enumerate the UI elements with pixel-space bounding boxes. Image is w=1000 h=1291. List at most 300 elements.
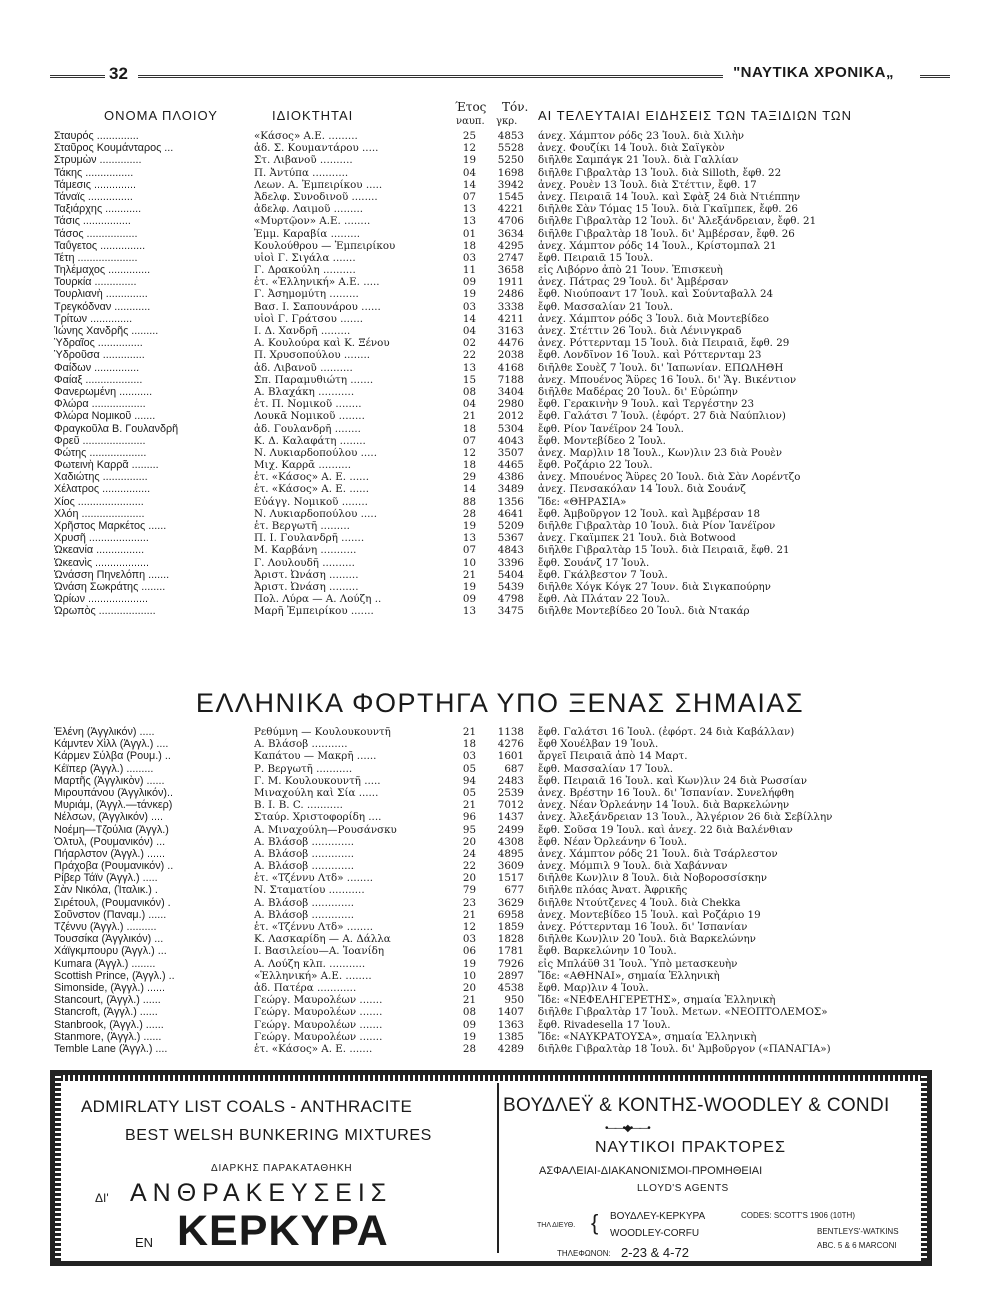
owner-name: Σταύρ. Χριστοφορίδη .... <box>254 811 382 824</box>
ad-anthrakefseis: ΑΝΘΡΑΚΕΥΣΕΙΣ <box>130 1179 393 1207</box>
gross-tons: 4295 <box>497 239 524 252</box>
gross-tons: 7926 <box>497 957 524 970</box>
gross-tons: 4538 <box>497 981 524 994</box>
owner-name: ἑτ. «Ἑλληνική» Α.Ε. ..... <box>254 276 380 289</box>
build-year: 13 <box>462 532 476 545</box>
ship-name: Ρίβερ Τάϊν (Ἀγγλ.) ..... <box>54 872 158 885</box>
owner-name: Γεώργ. Μαυρολέων ....... <box>254 1018 383 1031</box>
gross-tons: 5439 <box>497 580 524 593</box>
ship-name: Χρυσῆ .................... <box>54 532 149 545</box>
table-row <box>54 958 934 970</box>
owner-name: Γ. Λουλουδῆ .......... <box>254 556 355 569</box>
build-year: 13 <box>462 361 476 374</box>
owner-name: ἑτ. «Κάσος» Α. Ε. ....... <box>254 1042 373 1055</box>
table-row <box>54 970 934 982</box>
table-row <box>54 544 934 556</box>
voyage-news: ἀνεχ. Πειραιᾶ 14 Ἰουλ. καὶ Σφὰξ 24 διὰ Ντιέππην <box>538 190 801 203</box>
owner-name: Λουκᾶ Νομικοῦ ........ <box>254 410 365 423</box>
voyage-news: ἔφθ. Λονδῖνον 16 Ἰουλ. καὶ Ρόττερνταμ 23 <box>538 349 762 362</box>
ad-di-word: ΔΙ' <box>95 1191 109 1205</box>
gross-tons: 1828 <box>497 933 524 946</box>
gross-tons: 3404 <box>497 385 524 398</box>
build-year: 18 <box>462 422 476 435</box>
ad-codes-2: BENTLEYS'-WATKINS <box>817 1227 899 1236</box>
owner-name: Μιχ. Καρρᾶ .......... <box>254 459 352 472</box>
voyage-news: διῆλθε πλόας Ἀνατ. Ἀφρικῆς <box>538 884 688 897</box>
owner-name: Στ. Λιβανοῦ .......... <box>254 154 353 167</box>
table-row <box>54 154 934 166</box>
voyage-news: διῆλθε Σουὲζ 7 Ἰουλ. δι' Ἰαπωνίαν. ΕΠΩΛΗΘΗ <box>538 361 784 374</box>
gross-tons: 5367 <box>497 532 524 545</box>
build-year: 07 <box>462 544 476 557</box>
gross-tons: 1781 <box>497 945 524 958</box>
voyage-news: ἔφθ. Πειραιᾶ 16 Ἰουλ. καὶ Κων)λιν 24 διὰ Ρωσσίαν <box>538 774 808 787</box>
owner-name: υἱοὶ Γ. Γράτσου ....... <box>254 312 364 325</box>
voyage-news: ἀνεχ. Μόμπιλ 9 Ἰουλ. διὰ Χαβάνναν <box>538 860 728 873</box>
table-row <box>54 435 934 447</box>
voyage-news: ἀνεχ. Νέαν Ὀρλεάνην 14 Ἰουλ. διὰ Βαρκελώνην <box>538 799 790 812</box>
voyage-news: ἔφθ. Γκάλβεστον 7 Ἰουλ. <box>538 568 668 581</box>
gross-tons: 2486 <box>497 288 524 301</box>
build-year: 12 <box>462 142 476 155</box>
header-rule-left <box>50 75 108 78</box>
owner-name: Π. Χρυσοπούλου ........ <box>254 349 371 362</box>
table-row <box>54 228 934 240</box>
table-row <box>54 726 934 738</box>
build-year: 95 <box>462 823 476 836</box>
build-year: 94 <box>462 774 476 787</box>
table-row <box>54 860 934 872</box>
table-row <box>54 471 934 483</box>
voyage-news: ἔφθ. Μαρ)λιν 4 Ἰουλ. <box>538 981 649 994</box>
gross-tons: 7012 <box>497 799 524 812</box>
ship-name: Temble Lane (Ἀγγλ.) .... <box>54 1042 168 1055</box>
build-year: 10 <box>462 556 476 569</box>
build-year: 24 <box>462 847 476 860</box>
gross-tons: 1356 <box>497 495 524 508</box>
ship-name: Ὠρωπὸς ................... <box>54 605 156 618</box>
ad-tel-label: ΤΗΛ ΔΙΕΥΘ. <box>537 1222 576 1229</box>
build-year: 19 <box>462 957 476 970</box>
column-news: ΑΙ ΤΕΛΕΥΤΑΙΑΙ ΕΙΔΗΣΕΙΣ ΤΩΝ ΤΑΞΙΔΙΩΝ ΤΩΝ <box>538 108 853 123</box>
build-year: 19 <box>462 1030 476 1043</box>
owner-name: Α. Μιναχούλη—Ρουσάνσκυ <box>254 823 397 836</box>
owner-name: Β. Ι. Β. C. ........... <box>254 799 343 812</box>
column-owners: ΙΔΙΟΚΤΗΤΑΙ <box>272 108 354 123</box>
gross-tons: 4798 <box>497 593 524 606</box>
build-year: 05 <box>462 762 476 775</box>
ship-name: Ὠκεανία ................ <box>54 544 145 557</box>
build-year: 19 <box>462 154 476 167</box>
owner-name: Α. Βλάσοβ ........... <box>254 738 348 751</box>
table-row <box>54 872 934 884</box>
gross-tons: 3475 <box>497 605 524 618</box>
gross-tons: 4221 <box>497 203 524 216</box>
build-year: 11 <box>462 264 476 277</box>
ship-name: Πήαρλστον (Ἀγγλ.) ...... <box>54 847 165 860</box>
table-row <box>54 179 934 191</box>
ship-name: Σταυρός .............. <box>54 130 139 142</box>
owner-name: Μιναχούλη καὶ Σία ...... <box>254 786 379 799</box>
owner-name: Ν. Σταματίου ........... <box>254 884 365 897</box>
gross-tons: 3634 <box>497 227 524 240</box>
table-row <box>54 824 934 836</box>
voyage-news: ἔφθ. Γερακινὴν 9 Ἰουλ. καὶ Τεργέστην 23 <box>538 398 755 411</box>
voyage-news: διῆλθε Μοντεβίδεο 20 Ἰουλ. διὰ Ντακάρ <box>538 605 750 618</box>
table-row <box>54 215 934 227</box>
voyage-news: ἔφθ. Μασσαλίαν 21 Ἰουλ. <box>538 300 674 313</box>
owner-name: Ἀριστ. Ὠνάση ......... <box>254 568 359 581</box>
ad-border-top <box>55 1075 927 1081</box>
build-year: 03 <box>462 750 476 763</box>
table-row <box>54 775 934 787</box>
ship-name: Kumara (Ἀγγλ.) ........ <box>54 957 156 970</box>
ship-name: Τάσις ................ <box>54 215 131 228</box>
table-row <box>54 423 934 435</box>
build-year: 88 <box>462 495 476 508</box>
gross-tons: 4706 <box>497 215 524 228</box>
gross-tons: 1698 <box>497 166 524 179</box>
owner-name: Ἐμμ. Καραβία ......... <box>254 227 361 240</box>
voyage-news: ἔφθ. Πειραιᾶ 15 Ἰουλ. <box>538 251 654 264</box>
owner-name: ἑτ. Π. Νομικοῦ ........ <box>254 398 362 411</box>
build-year: 08 <box>462 385 476 398</box>
build-year: 79 <box>462 884 476 897</box>
table-row <box>54 909 934 921</box>
gross-tons: 3338 <box>497 300 524 313</box>
owner-name: Λεων. Α. Ἐμπειρίκου ..... <box>254 178 383 191</box>
owner-name: ἀδ. Σ. Κουμαντάρου ..... <box>254 142 379 155</box>
gross-tons: 1407 <box>497 1006 524 1019</box>
owner-name: ἑτ. Βεργωτῆ ......... <box>254 520 350 532</box>
ship-name: Ὀλτυλ, (Ρουμανικόν) ... <box>54 835 166 848</box>
table-row <box>54 750 934 762</box>
ship-name: Stancroft, (Ἀγγλ.) ...... <box>54 1006 158 1019</box>
ship-name: Μαρτῆς (Ἀγγλικὸν) ...... <box>54 774 165 787</box>
voyage-news: ἀνεχ. Μοντεβίδεο 15 Ἰουλ. καὶ Ροζάριο 19 <box>538 908 761 921</box>
owner-name: Π. Ἀντύπα ........... <box>254 166 349 179</box>
column-year: Έτος <box>455 100 487 114</box>
gross-tons: 4276 <box>497 738 524 751</box>
owner-name: Π. Ι. Γουλανδρῆ ....... <box>254 532 365 545</box>
ad-naval-agents: ΝΑΥΤΙΚΟΙ ΠΡΑΚΤΟΡΕΣ <box>595 1139 786 1156</box>
table-row <box>54 483 934 495</box>
ship-name: Κάμντεν Χὶλλ (Ἀγγλ.) .... <box>54 738 169 751</box>
gross-tons: 5304 <box>497 422 524 435</box>
ship-name: Σοῦνστον (Παναμ.) ...... <box>54 908 167 921</box>
voyage-news: διῆλθε Κων)λιν 8 Ἰουλ. διὰ Νοβοροσσίσκην <box>538 872 767 885</box>
voyage-news: ἔφθ. Σοῦσα 19 Ἰουλ. καὶ ἀνεχ. 22 διὰ Βαλένθιαν <box>538 823 793 836</box>
build-year: 06 <box>462 945 476 958</box>
build-year: 19 <box>462 580 476 593</box>
build-year: 21 <box>462 410 476 423</box>
table-row <box>54 787 934 799</box>
build-year: 21 <box>462 908 476 921</box>
owner-name: Ι. Βασιλείου—Α. Ἰοανίδη <box>254 945 385 958</box>
table-row <box>54 264 934 276</box>
ship-name: Τρεγκόδναν ............ <box>54 300 151 313</box>
build-year: 22 <box>462 349 476 362</box>
voyage-news: ἀνεχ. Φουζίκι 14 Ἰουλ. διὰ Σαϊγκὸν <box>538 142 725 155</box>
ad-tel-2: WOODLEY-CORFU <box>610 1228 700 1239</box>
build-year: 12 <box>462 921 476 933</box>
ship-name: Κάρμεν Σύλβα (Ρουμ.) .. <box>54 750 171 763</box>
ship-name: Τάμεσις .............. <box>54 178 136 191</box>
owner-name: Α. Βλάσοβ ............. <box>254 835 355 848</box>
build-year: 04 <box>462 166 476 179</box>
gross-tons: 4465 <box>497 459 524 472</box>
build-year: 04 <box>462 325 476 337</box>
voyage-news: ἔφθ. Γαλάτσι 16 Ἰουλ. (ἐφόρτ. 24 διὰ Καβάλλαν) <box>538 726 795 738</box>
owner-name: Γ. Μ. Κουλουκουντῆ ..... <box>254 774 381 787</box>
owner-name: Α. Βλαχάκη ........... <box>254 385 355 398</box>
gross-tons: 4843 <box>497 544 524 557</box>
owner-name: ἀδ. Γουλανδρῆ ........ <box>254 422 361 435</box>
table-row <box>54 349 934 361</box>
owner-name: Μ. Καρβάνη ........... <box>254 544 357 557</box>
table-row <box>54 362 934 374</box>
ad-phone-label: ΤΗΛΕΦΩΝΟΝ: <box>557 1249 611 1258</box>
table-row <box>54 313 934 325</box>
gross-tons: 2012 <box>497 410 524 423</box>
owner-name: Μαρῆ Ἐμπειρίκου ....... <box>254 605 374 618</box>
voyage-news: διῆλθε Γιβραλτὰρ 12 Ἰουλ. δι' Ἀλεξάνδρειαν, ἔφθ. 21 <box>538 215 817 228</box>
build-year: 13 <box>462 215 476 228</box>
greek-ships-table <box>54 130 934 618</box>
voyage-news: διῆλθε Γιβραλτὰρ 18 Ἰουλ. δι' Ἀμβέρσαν, ἔφθ. 26 <box>538 227 795 240</box>
ship-name: Τουρκία .............. <box>54 276 137 289</box>
owner-name: Γ. Δρακούλη .......... <box>254 264 356 277</box>
ship-name: Ὠνάση Σωκράτης ........ <box>54 580 166 593</box>
voyage-news: ἀνεχ. Βρέστην 16 Ἰουλ. δι' Ἰσπανίαν. Συνελήφθη <box>538 786 794 799</box>
build-year: 20 <box>462 835 476 848</box>
gross-tons: 1859 <box>497 921 524 933</box>
column-ship: ΟΝΟΜΑ ΠΛΟΙΟΥ <box>104 108 218 123</box>
owner-name: Εὐάγγ. Νομικοῦ ........ <box>254 495 368 508</box>
ship-name: Ὑδραῖος ............... <box>54 337 143 350</box>
voyage-news: διῆλθε Ντούτζενες 4 Ἰουλ. διὰ Chekka <box>538 896 741 909</box>
ship-name: Φανερωμένη ........... <box>54 385 153 398</box>
voyage-news: ἀνεχ. Στέττιν 26 Ἰουλ. διὰ Λένινγκραδ <box>538 325 742 337</box>
table-row <box>54 276 934 288</box>
table-row <box>54 921 934 933</box>
table-row <box>54 496 934 508</box>
build-year: 10 <box>462 969 476 982</box>
ship-name: Scottish Prince, (Ἀγγλ.) .. <box>54 969 175 982</box>
gross-tons: 1601 <box>497 750 524 763</box>
owner-name: Α. Βλάσοβ ............. <box>254 908 355 921</box>
owner-name: Ρεθύμνη — Κουλουκουντῆ <box>254 726 391 738</box>
gross-tons: 2539 <box>497 786 524 799</box>
voyage-news: ἀνεχ. Γκαϊμπεκ 21 Ἰουλ. διὰ Botwood <box>538 532 736 545</box>
build-year: 20 <box>462 872 476 885</box>
owner-name: Ν. Λυκιαρδοπούλου ..... <box>254 507 377 520</box>
build-year: 28 <box>462 1042 476 1055</box>
build-year: 03 <box>462 251 476 264</box>
owner-name: ἑτ. «Κάσος» Α. Ε. ...... <box>254 483 369 496</box>
owner-name: Πολ. Λύρα — Α. Λούζη .. <box>254 593 382 606</box>
ship-name: Φωτεινὴ Καρρᾶ ......... <box>54 459 159 472</box>
ship-name: Ταΰγετος ............... <box>54 239 146 252</box>
build-year: 03 <box>462 300 476 313</box>
owner-name: Α. Βλάσοβ ............. <box>254 860 355 873</box>
table-row <box>54 738 934 750</box>
header-rule-right <box>920 75 950 78</box>
build-year: 21 <box>462 799 476 812</box>
gross-tons: 6958 <box>497 908 524 921</box>
gross-tons: 4211 <box>497 312 524 325</box>
gross-tons: 3629 <box>497 896 524 909</box>
ad-codes-1: CODES: SCOTT'S 1906 (10TH) <box>741 1211 855 1220</box>
owner-name: Γεώργ. Μαυρολέων ....... <box>254 1006 383 1019</box>
magazine-title: "ΝΑΥΤΙΚΑ ΧΡΟΝΙΚΑ„ <box>727 64 900 81</box>
gross-tons: 3163 <box>497 325 524 337</box>
ship-name: Φώτης ................... <box>54 446 147 459</box>
voyage-news: ἀνεχ. Χάμπτον ρόδς 3 Ἰουλ. διὰ Μοντεβίδεο <box>538 312 769 325</box>
voyage-news: ἔφθ. Σουάνζ 17 Ἰουλ. <box>538 556 650 569</box>
table-row <box>54 301 934 313</box>
voyage-news: Ἴδε: «ΘΗΡΑΣΙΑ» <box>538 495 627 508</box>
table-row <box>54 288 934 300</box>
gross-tons: 5528 <box>497 142 524 155</box>
ship-name: Χρῆστος Μαρκέτος ...... <box>54 520 167 532</box>
owner-name: Κ. Δ. Καλαφάτη ........ <box>254 434 366 447</box>
gross-tons: 4308 <box>497 835 524 848</box>
owner-name: ἑτ. «Κάσος» Α. Ε. ...... <box>254 471 369 484</box>
owner-name: ἑτ. «Τζέννυ Λτδ» ........ <box>254 872 373 885</box>
voyage-news: διῆλθε Γιβραλτὰρ 13 Ἰουλ. διὰ Silloth, ἔφθ. 22 <box>538 166 782 179</box>
gross-tons: 5404 <box>497 568 524 581</box>
owner-name: Βασ. Ι. Σαπουνάρου ...... <box>254 300 381 313</box>
voyage-news: ἀνεχ. Μπουένος Ἄϋρες 16 Ἰουλ. δι' Ἅγ. Βικέντιον <box>538 373 797 386</box>
build-year: 28 <box>462 507 476 520</box>
table-row <box>54 508 934 520</box>
voyage-news: ἀνεχ. Ρουὲν 13 Ἰουλ. διὰ Στέττιν, ἔφθ. 17 <box>538 178 757 191</box>
voyage-news: ἄργεῖ Πειραιᾶ ἀπὸ 14 Μαρτ. <box>538 750 688 763</box>
ship-name: Στρυμὼν .............. <box>54 154 142 167</box>
ship-name: Μιρουπάνου (Ἀγγλικόν).. <box>54 786 173 799</box>
ship-name: Μυριάμ, (Ἀγγλ.—τάνκερ) <box>54 799 173 812</box>
voyage-news: Ἴδε: «ΝΕΦΕΛΗΓΕΡΕΤΗΣ», σημαία Ἑλληνικὴ <box>538 994 776 1007</box>
header-rule-middle <box>138 75 723 78</box>
gross-tons: 1911 <box>497 276 524 289</box>
ad-bunkering-line: BEST WELSH BUNKERING MIXTURES <box>125 1127 432 1144</box>
voyage-news: ἔφθ. Μοντεβίδεο 2 Ἰουλ. <box>538 434 666 447</box>
voyage-news: ἔφθ. Λὰ Πλάταν 22 Ἰουλ. <box>538 593 670 606</box>
gross-tons: 950 <box>504 994 524 1007</box>
owner-name: Κουλούθρου — Ἐμπειρίκου <box>254 239 396 252</box>
gross-tons: 2897 <box>497 969 524 982</box>
table-row <box>54 167 934 179</box>
ship-name: Ἐλένη (Ἀγγλικόν) ..... <box>54 726 155 738</box>
voyage-news: εἰς Λιβόρνο ἀπὸ 21 Ἰουν. Ἐπισκευὴ <box>538 264 723 277</box>
build-year: 07 <box>462 190 476 203</box>
voyage-news: διῆλθε Σὰν Τόμας 15 Ἰουλ. διὰ Γκαϊμπεκ, ἔφθ. 26 <box>538 203 798 216</box>
ship-name: Χαδιώτης ............... <box>54 471 148 484</box>
build-year: 18 <box>462 459 476 472</box>
table-row <box>54 994 934 1006</box>
ad-border-left <box>55 1075 61 1261</box>
ship-name: Τρίτων .............. <box>54 312 133 325</box>
table-row <box>54 569 934 581</box>
table-row <box>54 1019 934 1031</box>
gross-tons: 3609 <box>497 860 524 873</box>
build-year: 02 <box>462 337 476 350</box>
ship-name: Φαίδων ............... <box>54 361 140 374</box>
table-row <box>54 605 934 617</box>
ad-brace: { <box>591 1210 599 1235</box>
ad-en-word: ΕΝ <box>135 1235 154 1250</box>
build-year: 14 <box>462 178 476 191</box>
build-year: 18 <box>462 239 476 252</box>
gross-tons: 687 <box>504 762 524 775</box>
ship-name: Νοέμη—Τζούλια (Ἀγγλ.) <box>54 823 169 836</box>
table-row <box>54 1006 934 1018</box>
gross-tons: 1138 <box>497 726 524 738</box>
voyage-news: ἀνεχ. Μπουένος Ἄϋρες 20 Ἰουλ. διὰ Σὰν Λορέντζο <box>538 471 801 484</box>
voyage-news: ἔφθ. Νέαν Ὀρλεάνην 6 Ἰουλ. <box>538 835 688 848</box>
ship-name: Φαίαξ ................... <box>54 373 143 386</box>
ad-codes-3: ABC. 5 & 6 MARCONI <box>817 1241 897 1250</box>
table-row <box>54 763 934 775</box>
ship-name: Φρεῦ ..................... <box>54 434 146 447</box>
owner-name: Γ. Ἀσημομύτη ......... <box>254 288 359 301</box>
gross-tons: 5209 <box>497 520 524 532</box>
voyage-news: ἀνεχ. Χάμπτον ρόδς 14 Ἰουλ., Κρίστομπαλ 21 <box>538 239 777 252</box>
build-year: 03 <box>462 933 476 946</box>
build-year: 18 <box>462 738 476 751</box>
gross-tons: 1363 <box>497 1018 524 1031</box>
build-year: 14 <box>462 483 476 496</box>
owner-name: Ἀδελφ. Συνοδινοῦ ........ <box>254 190 378 203</box>
ad-stock-line: ΔΙΑΡΚΗΣ ΠΑΡΑΚΑΤΑΘΗΚΗ <box>211 1163 353 1174</box>
gross-tons: 4289 <box>497 1042 524 1055</box>
ship-name: Τηλέμαχος .............. <box>54 264 151 277</box>
build-year: 07 <box>462 434 476 447</box>
voyage-news: ἀνεχ. Πενσακόλαν 14 Ἰουλ. διὰ Σουάνζ <box>538 483 746 496</box>
ship-name: Φλώρα .................. <box>54 398 146 411</box>
gross-tons: 2499 <box>497 823 524 836</box>
gross-tons: 2747 <box>497 251 524 264</box>
build-year: 19 <box>462 520 476 532</box>
owner-name: Α. Κουλούρα καὶ Κ. Ξένου <box>254 337 390 350</box>
table-row <box>54 240 934 252</box>
voyage-news: ἔφθ. Νιούποαντ 17 Ἰουλ. καὶ Σούνταβαλλ 24 <box>538 288 774 301</box>
ship-name: Ὠκεανὶς .................. <box>54 556 150 569</box>
owner-name: Γεώργ. Μαυρολέων ....... <box>254 1030 383 1043</box>
ad-ornament: •——•◆•——• <box>605 1123 649 1134</box>
voyage-news: ἔφθ Χουέλβαν 19 Ἰουλ. <box>538 738 659 751</box>
owner-name: Α. Βλάσοβ ............. <box>254 896 355 909</box>
build-year: 04 <box>462 398 476 411</box>
voyage-news: ἀνεχ. Ρόττερνταμ 15 Ἰουλ. διὰ Πειραιᾶ, ἔφθ. 29 <box>538 337 790 350</box>
column-year-sub: ναυπ. <box>456 116 485 127</box>
table-row <box>54 203 934 215</box>
build-year: 96 <box>462 811 476 824</box>
owner-name: «Ἑλληνική» Α.Ε. ........ <box>254 969 372 982</box>
build-year: 19 <box>462 288 476 301</box>
table-row <box>54 1031 934 1043</box>
table-row <box>54 945 934 957</box>
voyage-news: Ἴδε: «ΑΘΗΝΑΙ», σημαία Ἑλληνικὴ <box>538 969 720 982</box>
gross-tons: 5250 <box>497 154 524 167</box>
voyage-news: ἔφθ. Rivadesella 17 Ἰουλ. <box>538 1018 671 1031</box>
build-year: 20 <box>462 981 476 994</box>
owner-name: Ἀριστ. Ὠνάση ......... <box>254 580 359 593</box>
owner-name: Ρ. Βεργωτῆ ........... <box>254 762 353 775</box>
ad-tel-1: ΒΟΥΔΛΕΥ-ΚΕΡΚΥΡΑ <box>610 1211 706 1222</box>
ship-name: Τάκης ................ <box>54 166 134 179</box>
